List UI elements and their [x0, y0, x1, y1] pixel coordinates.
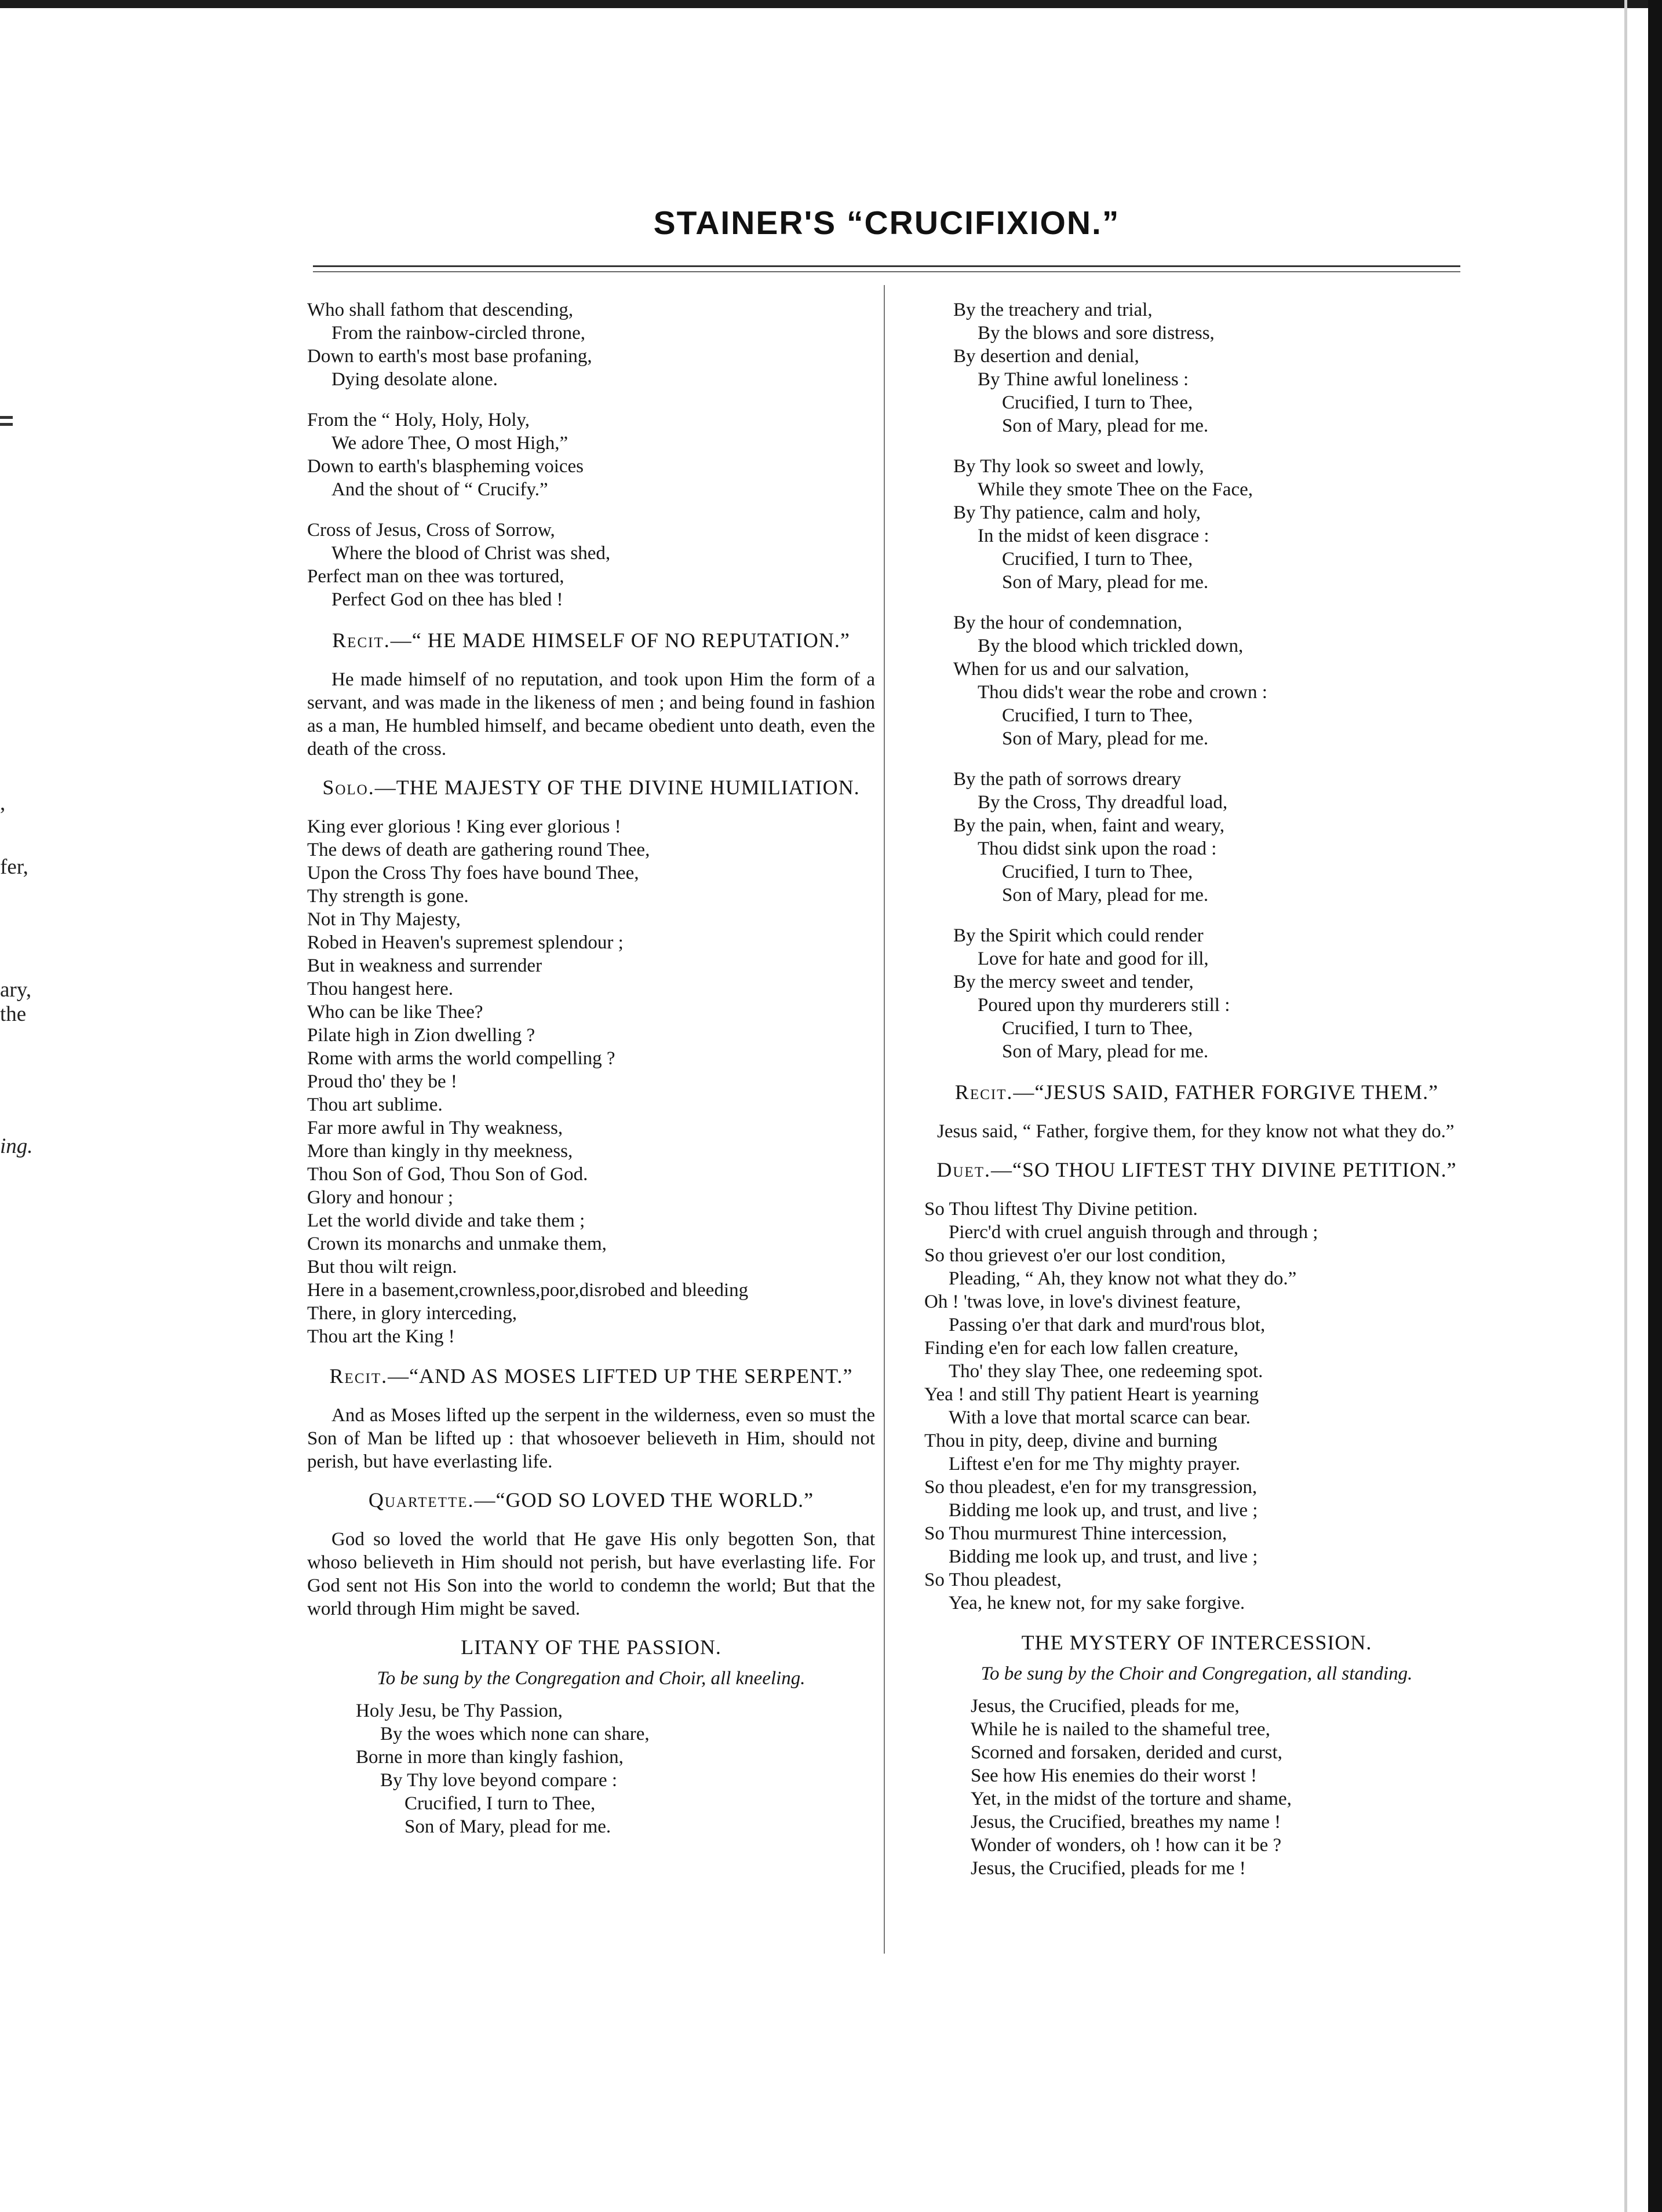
verse-line: Thou art sublime.	[307, 1094, 443, 1115]
section-prose: God so loved the world that He gave His only begotten Son, that whoso believeth in Him should not perish, but have everlasting life. For God sent not His Son into the world to condemn the world; But that the world through Him might be saved.	[307, 1529, 875, 1619]
stanza	[307, 408, 875, 501]
litany-stanza	[913, 924, 1481, 1063]
verse-line: See how His enemies do their worst !	[971, 1765, 1257, 1786]
verse-line: Borne in more than kingly fashion,	[356, 1747, 624, 1768]
column-divider	[884, 285, 885, 1954]
verse-line: Perfect man on thee was tortured,	[307, 566, 564, 587]
verse-line: By the mercy sweet and tender,	[953, 972, 1194, 992]
verse-line: Down to earth's blaspheming voices	[307, 456, 584, 477]
litany-stanza	[913, 611, 1481, 750]
verse-line: Proud tho' they be !	[307, 1071, 457, 1092]
verse-line: By the blows and sore distress,	[978, 323, 1215, 344]
verse-line: In the midst of keen disgrace :	[978, 525, 1209, 546]
verse-line: By Thy look so sweet and lowly,	[953, 456, 1204, 477]
section-label: Duet.	[936, 1158, 992, 1181]
bleed-dash	[0, 423, 13, 426]
section-heading	[913, 1158, 1481, 1181]
page-title: STAINER'S “CRUCIFIXION.”	[653, 205, 1120, 242]
section-heading-text: —THE MAJESTY OF THE DIVINE HUMILIATION.	[374, 776, 860, 799]
verse-line: With a love that mortal scarce can bear.	[949, 1407, 1251, 1428]
verse-line: By the Spirit which could render	[953, 925, 1204, 946]
verse-line: Upon the Cross Thy foes have bound Thee,	[307, 863, 639, 884]
verse-line: Yea ! and still Thy patient Heart is yearning	[924, 1384, 1259, 1405]
litany-stanza	[307, 1699, 875, 1838]
verse-line: Poured upon thy murderers still :	[978, 995, 1230, 1016]
verse-line: So thou grievest o'er our lost condition,	[924, 1245, 1226, 1266]
left-column	[307, 298, 875, 1856]
verse-line: By desertion and denial,	[953, 346, 1139, 367]
verse-line: Crucified, I turn to Thee,	[1002, 392, 1193, 413]
verse-line: Thou didst sink upon the road :	[978, 838, 1217, 859]
verse-line: Passing o'er that dark and murd'rous blot,	[949, 1315, 1266, 1335]
title-rule	[313, 265, 1460, 272]
verse-line: We adore Thee, O most High,”	[331, 433, 568, 454]
verse-line: By the hour of condemnation,	[953, 612, 1183, 633]
verse-line: By the Cross, Thy dreadful load,	[978, 792, 1228, 813]
verse-line: Here in a basement,crownless,poor,disrobed and bleeding	[307, 1280, 749, 1301]
section-prose: He made himself of no reputation, and took upon Him the form of a servant, and was made in the likeness of men ; and being found in fashion as a man, He humbled himself, and became obedient unto death, even the death of the cross.	[307, 669, 875, 760]
verse-line: Scorned and forsaken, derided and curst,	[971, 1742, 1282, 1763]
litany-stanza	[913, 455, 1481, 594]
verse-line: Cross of Jesus, Cross of Sorrow,	[307, 520, 555, 541]
section-heading-text: —“ HE MADE HIMSELF OF NO REPUTATION.”	[390, 629, 850, 652]
section-heading-text: —“JESUS SAID, FATHER FORGIVE THEM.”	[1013, 1081, 1439, 1104]
verse-line: Son of Mary, plead for me.	[1002, 728, 1209, 749]
bleed-fragment: fer,	[0, 855, 28, 879]
verse-line: Perfect God on thee has bled !	[331, 589, 563, 610]
section-prose: And as Moses lifted up the serpent in the wilderness, even so must the Son of Man be lifted up : that whosoever believeth in Him, should not perish, but have everlasting life.	[307, 1405, 875, 1472]
page-right-fold	[1624, 0, 1627, 2212]
verse-line: Son of Mary, plead for me.	[1002, 885, 1209, 906]
verse-line: Yea, he knew not, for my sake forgive.	[949, 1593, 1245, 1614]
verse-line: So Thou pleadest,	[924, 1569, 1062, 1590]
verse-line: From the “ Holy, Holy, Holy,	[307, 410, 530, 430]
verse-line: Pierc'd with cruel anguish through and through ;	[949, 1222, 1318, 1243]
verse-line: But in weakness and surrender	[307, 955, 542, 976]
verse-line: Son of Mary, plead for me.	[1002, 415, 1209, 436]
verse-line: From the rainbow-circled throne,	[331, 323, 586, 344]
verse-line: Son of Mary, plead for me.	[1002, 1041, 1209, 1062]
verse-line: Son of Mary, plead for me.	[1002, 572, 1209, 593]
litany-stanza	[913, 298, 1481, 437]
verse-line: By the pain, when, faint and weary,	[953, 815, 1224, 836]
verse-line: Let the world divide and take them ;	[307, 1210, 585, 1231]
section-label: Solo.	[322, 776, 375, 799]
stanza	[307, 298, 875, 391]
litany-heading: LITANY OF THE PASSION.	[461, 1636, 721, 1659]
verse-line: Wonder of wonders, oh ! how can it be ?	[971, 1835, 1282, 1856]
page-right-edge	[1648, 0, 1662, 2212]
verse-line: Dying desolate alone.	[331, 369, 498, 390]
verse-line: Oh ! 'twas love, in love's divinest feature,	[924, 1291, 1241, 1312]
mystery-verse	[913, 1695, 1481, 1880]
verse-line: Thy strength is gone.	[307, 886, 469, 907]
mystery-rubric: To be sung by the Choir and Congregation, all standing.	[981, 1663, 1413, 1684]
section-label: Quartette.	[368, 1488, 475, 1512]
verse-line: Tho' they slay Thee, one redeeming spot.	[949, 1361, 1263, 1382]
verse-line: Not in Thy Majesty,	[307, 909, 461, 930]
section-label: Recit.	[332, 629, 391, 652]
section-heading-text: —“AND AS MOSES LIFTED UP THE SERPENT.”	[388, 1364, 853, 1388]
section-heading-text: —“GOD SO LOVED THE WORLD.”	[474, 1488, 814, 1512]
section-heading	[307, 629, 875, 652]
verse-line: Crucified, I turn to Thee,	[404, 1793, 596, 1814]
verse-line: Crucified, I turn to Thee,	[1002, 1018, 1193, 1039]
verse-line: So Thou murmurest Thine intercession,	[924, 1523, 1227, 1544]
section-heading	[307, 1364, 875, 1388]
verse-line: The dews of death are gathering round Thee,	[307, 839, 650, 860]
section-heading-text: —“SO THOU LIFTEST THY DIVINE PETITION.”	[991, 1158, 1457, 1181]
verse-line: Jesus, the Crucified, breathes my name !	[971, 1812, 1281, 1833]
mystery-heading: THE MYSTERY OF INTERCESSION.	[1021, 1631, 1372, 1654]
verse-line: Pleading, “ Ah, they know not what they do.”	[949, 1268, 1297, 1289]
verse-line: Robed in Heaven's supremest splendour ;	[307, 932, 624, 953]
bleed-fragment: ary,	[0, 978, 32, 1002]
right-column	[913, 298, 1481, 1896]
verse-line: Crucified, I turn to Thee,	[1002, 862, 1193, 882]
bleed-fragment: ing.	[0, 1134, 33, 1158]
bleed-fragment: ,	[0, 791, 6, 815]
verse-line: Crown its monarchs and unmake them,	[307, 1233, 607, 1254]
section-heading	[307, 776, 875, 799]
verse-line: But thou wilt reign.	[307, 1257, 457, 1277]
litany-rubric: To be sung by the Congregation and Choir, all kneeling.	[377, 1668, 806, 1689]
verse-line: By the woes which none can share,	[380, 1724, 650, 1744]
verse-line: Crucified, I turn to Thee,	[1002, 705, 1193, 726]
section-label: Recit.	[329, 1364, 388, 1388]
verse-line: Thou Son of God, Thou Son of God.	[307, 1164, 588, 1185]
verse-line: By Thy love beyond compare :	[380, 1770, 618, 1791]
verse-line: By Thy patience, calm and holy,	[953, 502, 1201, 523]
section-prose: Jesus said, “ Father, forgive them, for they know not what they do.”	[937, 1121, 1455, 1142]
verse-line: Glory and honour ;	[307, 1187, 454, 1208]
verse-line: While they smote Thee on the Face,	[978, 479, 1253, 500]
solo-verse	[307, 815, 875, 1348]
stanza	[307, 519, 875, 611]
verse-line: Bidding me look up, and trust, and live ;	[949, 1546, 1258, 1567]
verse-line: Jesus, the Crucified, pleads for me !	[971, 1858, 1246, 1879]
verse-line: Thou dids't wear the robe and crown :	[978, 682, 1267, 703]
bleed-fragment: the	[0, 1002, 27, 1026]
section-heading	[913, 1081, 1481, 1104]
duet-verse	[913, 1198, 1481, 1615]
verse-line: Finding e'en for each low fallen creature,	[924, 1338, 1238, 1359]
verse-line: Who can be like Thee?	[307, 1002, 483, 1023]
verse-line: Thou in pity, deep, divine and burning	[924, 1430, 1218, 1451]
verse-line: By the path of sorrows dreary	[953, 769, 1182, 790]
verse-line: Liftest e'en for me Thy mighty prayer.	[949, 1454, 1240, 1474]
verse-line: By Thine awful loneliness :	[978, 369, 1189, 390]
verse-line: Rome with arms the world compelling ?	[307, 1048, 615, 1069]
verse-line: Thou hangest here.	[307, 979, 453, 999]
verse-line: So thou pleadest, e'en for my transgression,	[924, 1477, 1258, 1498]
section-heading	[307, 1488, 875, 1512]
verse-line: More than kingly in thy meekness,	[307, 1141, 573, 1162]
verse-line: Pilate high in Zion dwelling ?	[307, 1025, 535, 1046]
verse-line: Down to earth's most base profaning,	[307, 346, 592, 367]
verse-line: Who shall fathom that descending,	[307, 300, 574, 320]
verse-line: Son of Mary, plead for me.	[404, 1816, 611, 1837]
verse-line: Holy Jesu, be Thy Passion,	[356, 1700, 563, 1721]
verse-line: Bidding me look up, and trust, and live ;	[949, 1500, 1258, 1521]
verse-line: When for us and our salvation,	[953, 659, 1189, 680]
litany-stanza	[913, 768, 1481, 907]
verse-line: Thou art the King !	[307, 1326, 455, 1347]
verse-line: So Thou liftest Thy Divine petition.	[924, 1199, 1198, 1220]
verse-line: And the shout of “ Crucify.”	[331, 479, 548, 500]
bleed-dash	[0, 416, 13, 419]
page-top-edge	[0, 0, 1662, 8]
verse-line: Yet, in the midst of the torture and shame,	[971, 1788, 1292, 1809]
verse-line: Far more awful in Thy weakness,	[307, 1118, 563, 1138]
verse-line: By the treachery and trial,	[953, 300, 1153, 320]
verse-line: While he is nailed to the shameful tree,	[971, 1719, 1270, 1740]
section-label: Recit.	[954, 1081, 1014, 1104]
verse-line: Where the blood of Christ was shed,	[331, 543, 611, 564]
verse-line: There, in glory interceding,	[307, 1303, 517, 1324]
verse-line: Love for hate and good for ill,	[978, 948, 1209, 969]
verse-line: King ever glorious ! King ever glorious !	[307, 816, 621, 837]
verse-line: By the blood which trickled down,	[978, 636, 1244, 656]
verse-line: Crucified, I turn to Thee,	[1002, 549, 1193, 570]
verse-line: Jesus, the Crucified, pleads for me,	[971, 1696, 1240, 1717]
